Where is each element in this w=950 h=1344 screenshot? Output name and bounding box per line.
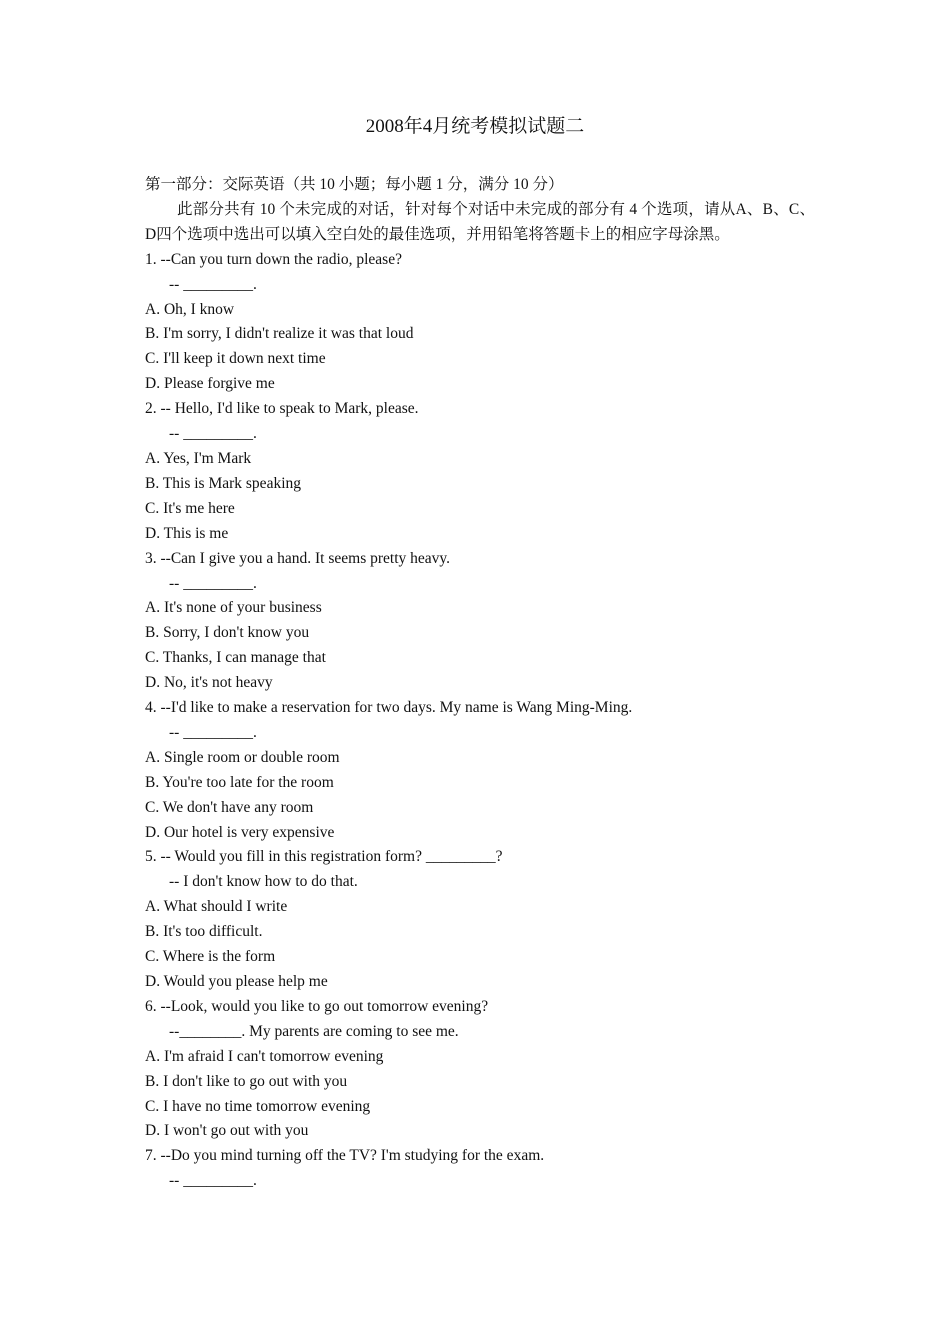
question-4 <box>145 696 815 845</box>
question-response: -- _________. <box>169 1172 257 1190</box>
option-a: A. Yes, I'm Mark <box>145 449 252 467</box>
question-prompt: 5. -- Would you fill in this registration form? _________? <box>145 848 503 866</box>
option-b: B. Sorry, I don't know you <box>145 624 310 642</box>
option-a: A. I'm afraid I can't tomorrow evening <box>145 1047 384 1065</box>
option-c: C. We don't have any room <box>145 798 314 816</box>
option-d: D. No, it's not heavy <box>145 674 273 692</box>
exam-content <box>145 173 815 1194</box>
option-c: C. It's me here <box>145 499 235 517</box>
page-title: 2008年4月统考模拟试题二 <box>365 116 585 137</box>
option-d: D. Would you please help me <box>145 973 328 990</box>
section-heading: 第一部分：交际英语（共 10 小题；每小题 1 分，满分 10 分） <box>145 176 564 193</box>
option-c: C. Where is the form <box>145 948 276 966</box>
option-d: D. Please forgive me <box>145 375 275 393</box>
option-c: C. I have no time tomorrow evening <box>145 1097 371 1115</box>
question-prompt: 7. --Do you mind turning off the TV? I'm studying for the exam. <box>145 1147 545 1165</box>
option-b: B. This is Mark speaking <box>145 474 301 492</box>
question-6 <box>145 995 815 1144</box>
option-a: A. What should I write <box>145 898 288 916</box>
question-response: -- I don't know how to do that. <box>169 873 358 891</box>
question-2 <box>145 397 815 546</box>
question-response: --________. My parents are coming to see me. <box>169 1022 459 1040</box>
option-d: D. This is me <box>145 524 229 542</box>
option-a: A. Single room or double room <box>145 748 340 766</box>
question-response: -- _________. <box>169 723 257 741</box>
question-prompt: 1. --Can you turn down the radio, please? <box>145 250 402 268</box>
section-instruction: 此部分共有 10 个未完成的对话，针对每个对话中未完成的部分有 4 个选项，请从A、B、C、D四个选项中选出可以填入空白处的最佳选项，并用铅笔将答题卡上的相应字母涂黑。 <box>145 200 815 243</box>
option-d: D. I won't go out with you <box>145 1122 309 1140</box>
option-c: C. I'll keep it down next time <box>145 350 326 368</box>
question-prompt: 2. -- Hello, I'd like to speak to Mark, please. <box>145 400 419 418</box>
question-5 <box>145 845 815 994</box>
option-a: A. Oh, I know <box>145 300 235 318</box>
option-b: B. I'm sorry, I didn't realize it was that loud <box>145 325 414 343</box>
question-response: -- _________. <box>169 275 257 293</box>
question-3 <box>145 547 815 696</box>
option-b: B. I don't like to go out with you <box>145 1072 348 1090</box>
option-b: B. It's too difficult. <box>145 923 263 941</box>
question-prompt: 6. --Look, would you like to go out tomorrow evening? <box>145 997 489 1015</box>
option-d: D. Our hotel is very expensive <box>145 823 335 841</box>
question-1 <box>145 248 815 397</box>
question-response: -- _________. <box>169 425 257 443</box>
option-c: C. Thanks, I can manage that <box>145 649 326 667</box>
question-prompt: 4. --I'd like to make a reservation for two days. My name is Wang Ming-Ming. <box>145 699 633 717</box>
question-7 <box>145 1144 815 1194</box>
question-prompt: 3. --Can I give you a hand. It seems pretty heavy. <box>145 549 451 567</box>
question-response: -- _________. <box>169 574 257 592</box>
option-b: B. You're too late for the room <box>145 773 334 791</box>
option-a: A. It's none of your business <box>145 599 322 617</box>
